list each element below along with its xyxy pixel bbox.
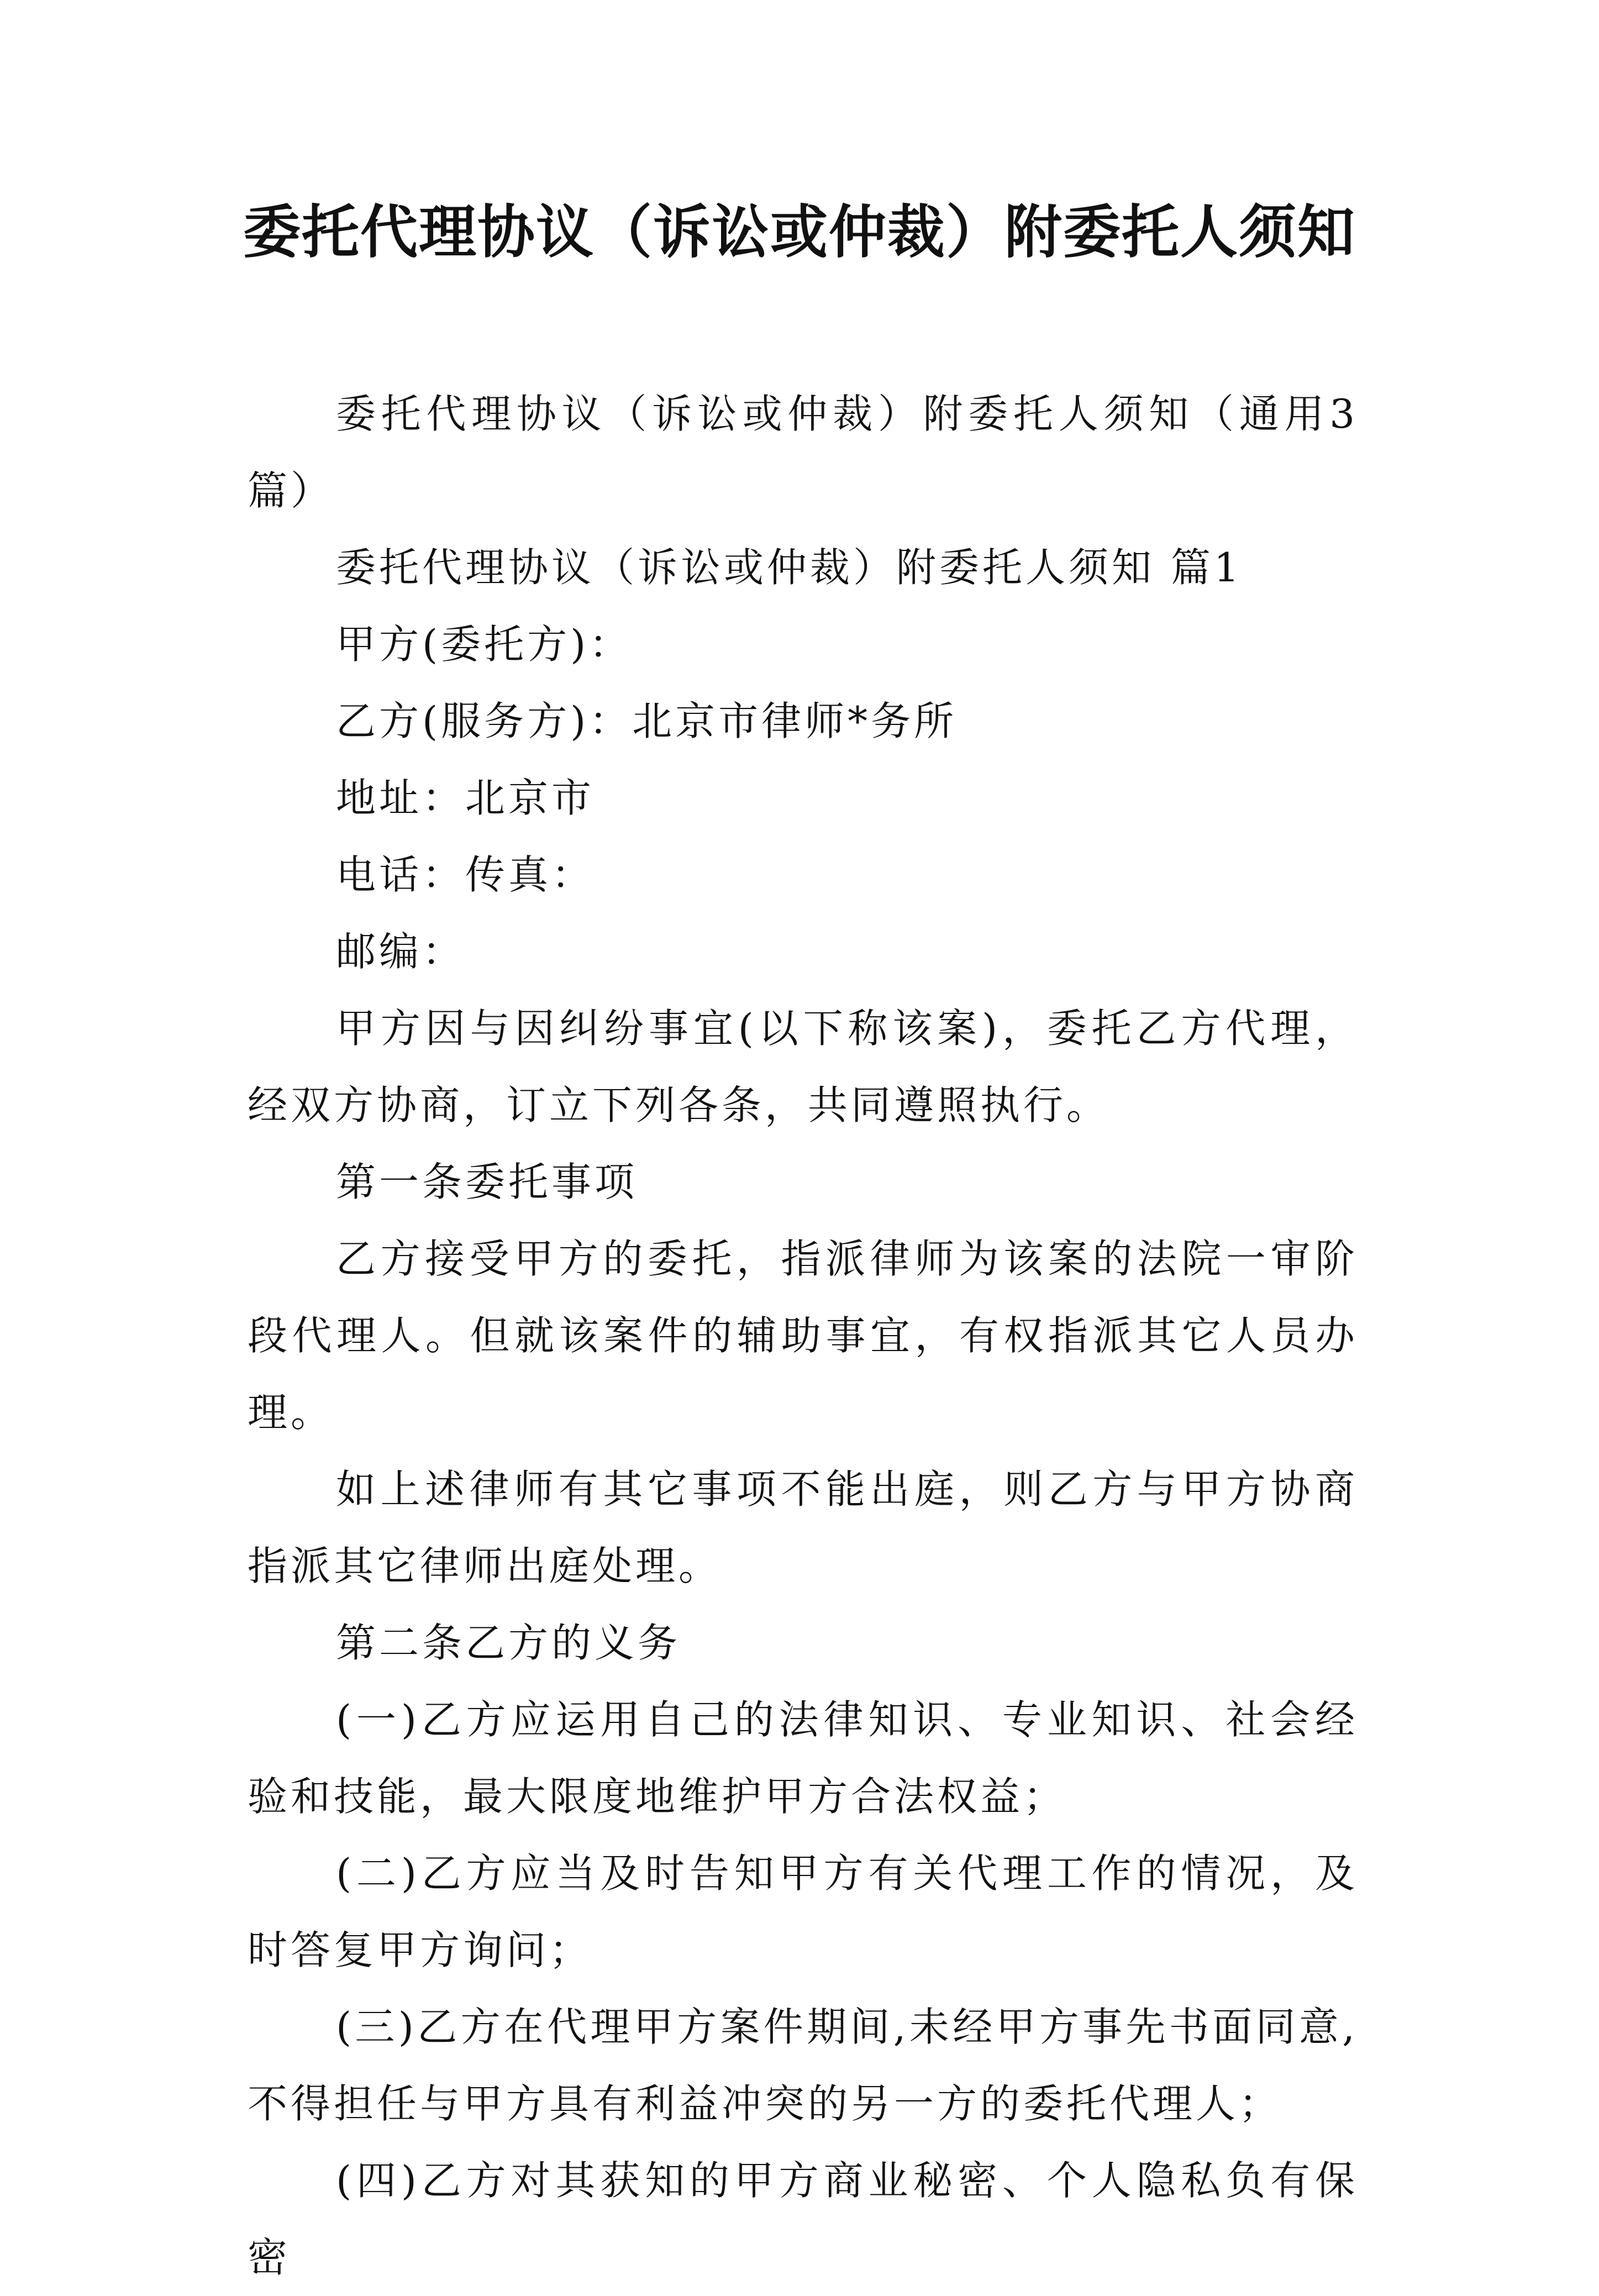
document-title: 委托代理协议（诉讼或仲裁）附委托人须知 <box>243 198 1356 266</box>
paragraph-part-heading: 委托代理协议（诉讼或仲裁）附委托人须知 篇1 <box>336 544 1243 591</box>
paragraph-article-2-item-1: (一)乙方应运用自己的法律知识、专业知识、社会经验和技能，最大限度地维护甲方合法权益； <box>248 1696 1358 1820</box>
paragraph-party-b: 乙方(服务方)：北京市律师*务所 <box>336 698 958 744</box>
paragraph-article-2-item-2: (二)乙方应当及时告知甲方有关代理工作的情况，及时答复甲方询问； <box>248 1850 1358 1973</box>
paragraph-article-2-item-3: (三)乙方在代理甲方案件期间,未经甲方事先书面同意,不得担任与甲方具有利益冲突的另一方的委托代理人； <box>248 2004 1358 2127</box>
paragraph-party-a: 甲方(委托方)： <box>336 621 633 668</box>
paragraph-article-1-heading: 第一条委托事项 <box>336 1159 638 1205</box>
paragraph-postcode: 邮编： <box>336 928 466 975</box>
paragraph-article-2-heading: 第二条乙方的义务 <box>336 1620 681 1666</box>
paragraph-article-1-substitute: 如上述律师有其它事项不能出庭，则乙方与甲方协商指派其它律师出庭处理。 <box>248 1466 1358 1589</box>
paragraph-phone-fax: 电话：传真： <box>336 852 595 898</box>
paragraph-preamble: 甲方因与因纠纷事宜(以下称该案)，委托乙方代理，经双方协商，订立下列各条，共同遵照执行。 <box>248 1005 1358 1128</box>
paragraph-subtitle: 委托代理协议（诉讼或仲裁）附委托人须知（通用3篇） <box>248 391 1358 514</box>
paragraph-address: 地址：北京市 <box>336 775 595 821</box>
paragraph-article-1-body: 乙方接受甲方的委托，指派律师为该案的法院一审阶段代理人。但就该案件的辅助事宜，有权指派其它人员办理。 <box>248 1236 1358 1436</box>
document-body <box>248 376 1358 2296</box>
paragraph-article-2-item-4: (四)乙方对其获知的甲方商业秘密、个人隐私负有保密 <box>248 2157 1358 2281</box>
